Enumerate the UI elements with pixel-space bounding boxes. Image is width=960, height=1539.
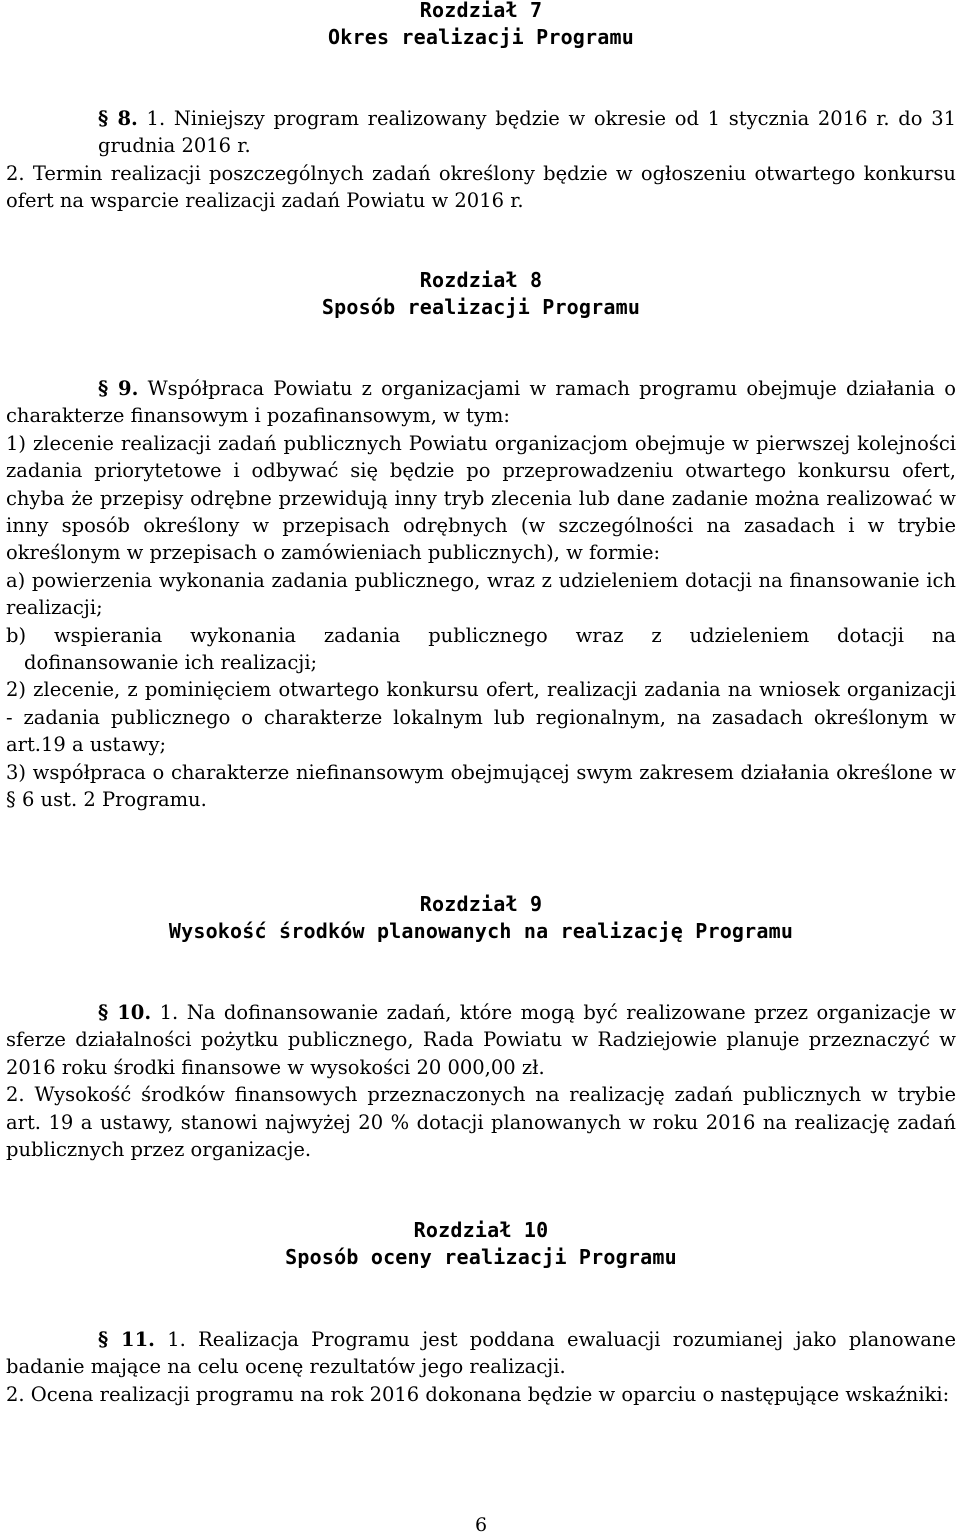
page-number: 6 (474, 1514, 488, 1536)
paragraph-10 (6, 999, 956, 1163)
paragraph-text: 1. Realizacja Programu jest poddana ewaluacji rozumianej jako planowane badanie mające na celu ocenę rezultatów jego realizacji. (6, 1328, 956, 1379)
chapter-number: Rozdział 7 (419, 0, 543, 22)
chapter-9-heading (6, 891, 956, 946)
paragraph-8 (6, 105, 956, 215)
paragraph-text: 1. Na dofinansowanie zadań, które mogą być realizowane przez organizacje w sferze działalności pożytku publicznego, Rada Powiatu w Radziejowie planuje przeznaczyć w 2016 roku środki finansowe w wysokości 20 000,00 zł. (6, 1001, 956, 1079)
chapter-title: Sposób realizacji Programu (321, 295, 641, 320)
paragraph-11-point-2: 2. Ocena realizacji programu na rok 2016 dokonana będzie w oparciu o następujące wskaźniki: (6, 1382, 950, 1406)
chapter-10-heading (6, 1217, 956, 1272)
chapter-title: Wysokość środków planowanych na realizację Programu (168, 919, 794, 944)
paragraph-marker: § 11. (98, 1328, 155, 1351)
chapter-title: Sposób oceny realizacji Programu (285, 1245, 677, 1270)
chapter-8-heading (6, 267, 956, 322)
chapter-number: Rozdział 10 (413, 1218, 549, 1242)
paragraph-11-point-1 (6, 1326, 956, 1381)
paragraph-9-item-1b-line-2: dofinansowanie ich realizacji; (24, 651, 318, 675)
paragraph-8-point-2: 2. Termin realizacji poszczególnych zadań określony będzie w ogłoszeniu otwartego konkursu ofert na wsparcie realizacji zadań Powiatu w 2016 r. (6, 161, 956, 213)
paragraph-text: Współpraca Powiatu z organizacjami w ramach programu obejmuje działania o charakterze finansowym i pozafinansowym, w tym: (6, 377, 956, 428)
paragraph-10-point-2: 2. Wysokość środków finansowych przeznaczonych na realizację zadań publicznych w trybie art. 19 a ustawy, stanowi najwyżej 20 % dotacji planowanych w roku 2016 na realizację zadań publicznych przez organizacje. (6, 1083, 956, 1162)
chapter-7-heading (6, 0, 956, 52)
paragraph-9-item-1: 1) zlecenie realizacji zadań publicznych Powiatu organizacjom obejmuje w pierwszej kolejności zadania priorytetowe i odbywać się będzie po przeprowadzeniu otwartego konkursu ofert, chyba że przepisy odrębne przewidują inny tryb zlecenia lub dane zadanie można realizować w inny sposób określony w przepisach odrębnych (w szczególności na zasadach i w trybie określonym w przepisach o zamówieniach publicznych), w formie: (6, 431, 956, 565)
chapter-number: Rozdział 9 (419, 892, 543, 916)
paragraph-9-intro (6, 375, 956, 430)
paragraph-10-point-1 (6, 999, 956, 1081)
paragraph-9-item-1a: a) powierzenia wykonania zadania publicznego, wraz z udzieleniem dotacji na finansowanie ich realizacji; (6, 568, 956, 620)
paragraph-9-item-2: 2) zlecenie, z pominięciem otwartego konkursu ofert, realizacji zadania na wniosek organizacji - zadania publicznego o charakterze lokalnym lub regionalnym, na zasadach określonym w art.19 a ustawy; (6, 678, 956, 757)
document-page (6, 0, 956, 1537)
chapter-title: Okres realizacji Programu (327, 25, 635, 50)
paragraph-9 (6, 375, 956, 814)
paragraph-marker: § 10. (98, 1001, 152, 1024)
chapter-number: Rozdział 8 (419, 268, 543, 292)
paragraph-marker: § 8. (98, 107, 138, 130)
paragraph-marker: § 9. (98, 377, 139, 400)
paragraph-9-item-1b-line-1: b) wspierania wykonania zadania publicznego wraz z udzieleniem dotacji na (6, 623, 956, 647)
paragraph-8-point-1 (6, 105, 956, 160)
paragraph-9-item-3: 3) współpraca o charakterze niefinansowym obejmującej swym zakresem działania określone w § 6 ust. 2 Programu. (6, 760, 956, 812)
paragraph-11 (6, 1326, 956, 1408)
paragraph-text: 1. Niniejszy program realizowany będzie w okresie od 1 stycznia 2016 r. do 31 grudnia 2016 r. (98, 107, 957, 158)
